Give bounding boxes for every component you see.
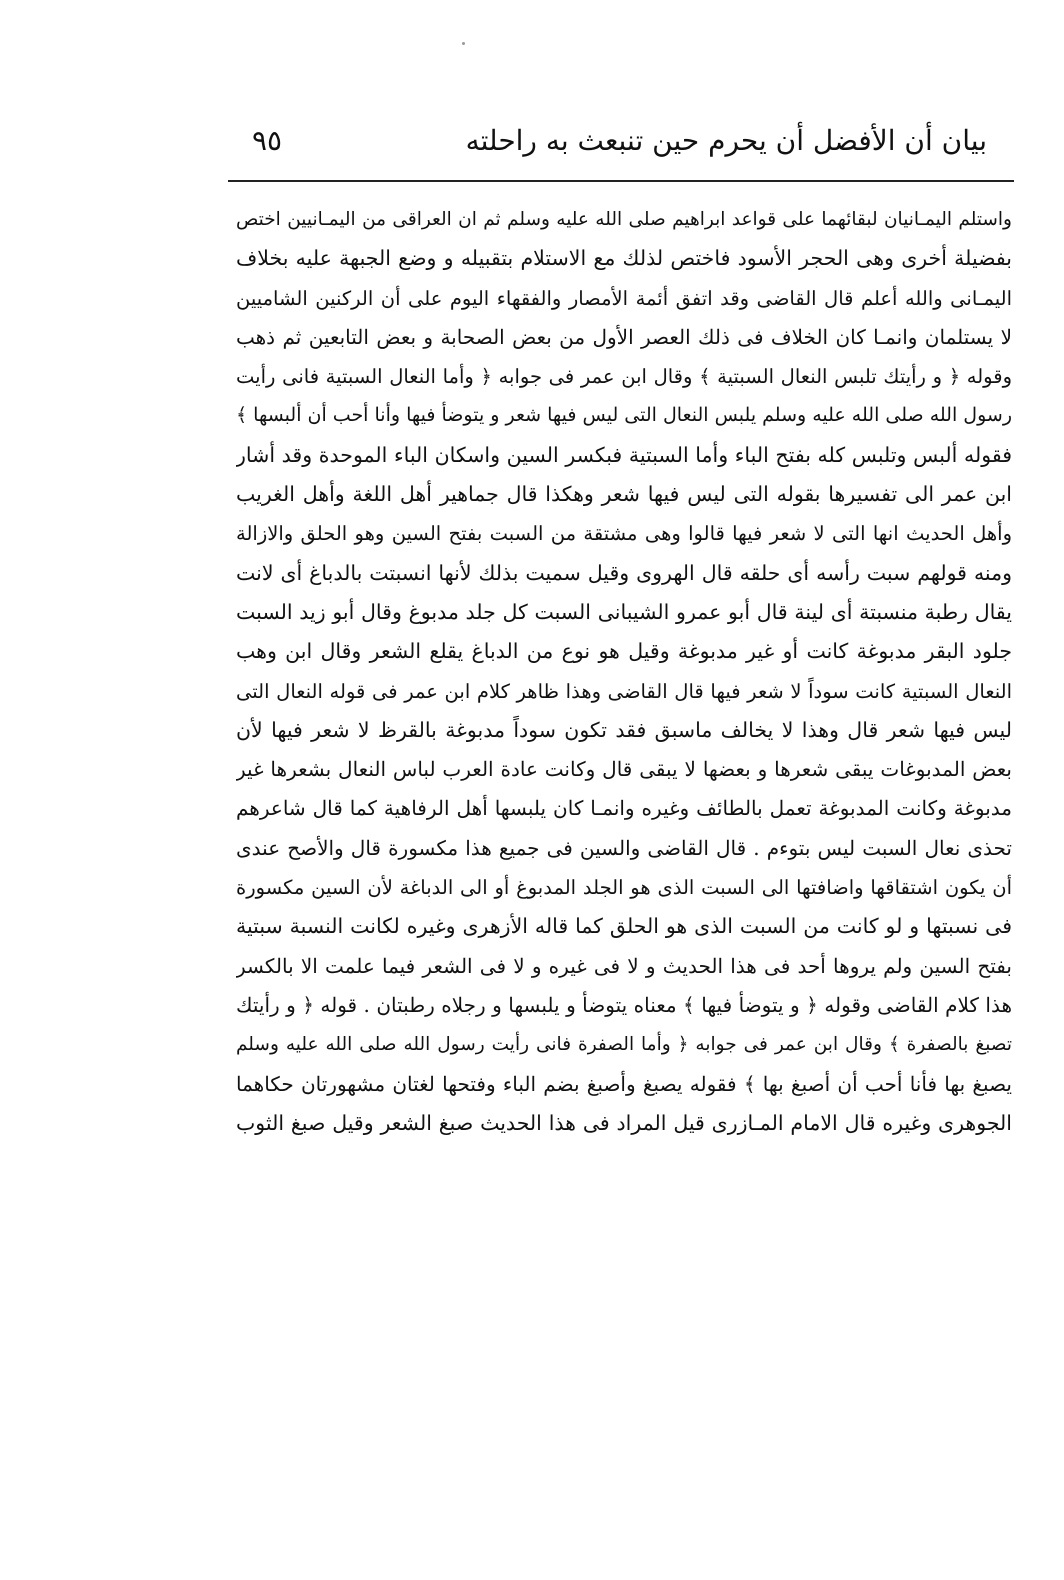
text-line: وأهل الحديث انها التى لا شعر فيها قالوا وهى مشتقة من السبت بفتح السين وهو الحلق والازالة — [236, 522, 1012, 546]
text-line: رسول الله صلى الله عليه وسلم يلبس النعال التى ليس فيها شعر و يتوضأ فيها وأنا أحب أن ألبسها ﴾ — [236, 404, 1012, 427]
text-line: واستلم اليمـانيان لبقائهما على قواعد ابراهيم صلى الله عليه وسلم ثم ان العراقى من اليمـانيين اختص — [236, 209, 1012, 230]
text-line: وقوله ﴿ و رأيتك تلبس النعال السبتية ﴾ وقال ابن عمر فى جوابه ﴿ وأما النعال السبتية فانى رأيت — [236, 365, 1012, 389]
page-number: ٩٥ — [252, 124, 283, 157]
scan-speck — [462, 42, 465, 45]
text-line: فى نسبتها و لو كانت من السبت الذى هو الحلق كما قاله الأزهرى وغيره لكانت النسبة سبتية — [236, 914, 1012, 939]
text-line: النعال السبتية كانت سوداً لا شعر فيها قال القاضى وهذا ظاهر كلام ابن عمر فى قوله النعال التى — [236, 679, 1012, 703]
text-line: فقوله ألبس وتلبس كله بفتح الباء وأما السبتية فبكسر السين واسكان الباء الموحدة وقد أشار — [236, 442, 1012, 467]
text-line: هذا كلام القاضى وقوله ﴿ و يتوضأ فيها ﴾ معناه يتوضأ و يلبسها و رجلاه رطبتان . قوله ﴿ و رأيتك — [236, 992, 1012, 1017]
body-text — [236, 200, 1012, 1143]
text-line: يصبغ بها فأنا أحب أن أصبغ بها ﴾ فقوله يصبغ وأصبغ بضم الباء وفتحها لغتان مشهورتان حكاهما — [236, 1071, 1012, 1096]
text-line: ليس فيها شعر قال وهذا لا يخالف ماسبق فقد تكون سوداً مدبوغة بالقرظ لا شعر فيها لأن — [236, 717, 1012, 742]
text-line: أن يكون اشتقاقها واضافتها الى السبت الذى هو الجلد المدبوغ أو الى الدباغة لأن السين مكسورة — [236, 876, 1012, 900]
text-line: مدبوغة وكانت المدبوغة تعمل بالطائف وغيره وانمـا كان يلبسها أهل الرفاهية كما قال شاعرهم — [236, 796, 1012, 821]
text-line: اليمـانى والله أعلم قال القاضى وقد اتفق أئمة الأمصار والفقهاء اليوم على أن الركنين الشاميين — [236, 286, 1012, 310]
running-title: بيان أن الأفضل أن يحرم حين تنبعث به راحلته — [465, 124, 987, 157]
page-header — [228, 118, 1013, 180]
text-line: يقال رطبة منسبتة أى لينة قال أبو عمرو الشيبانى السبت كل جلد مدبوغ وقال أبو زيد السبت — [236, 599, 1012, 624]
text-line: لا يستلمان وانمـا كان الخلاف فى ذلك العصر الأول من بعض الصحابة و بعض التابعين ثم ذهب — [236, 324, 1012, 349]
text-line: ابن عمر الى تفسيرها بقوله التى ليس فيها شعر وهكذا قال جماهير أهل اللغة وأهل الغريب — [236, 482, 1012, 507]
text-line: تصبغ بالصفرة ﴾ وقال ابن عمر فى جوابه ﴿ وأما الصفرة فانى رأيت رسول الله صلى الله عليه وسلم — [236, 1034, 1012, 1056]
text-line: جلود البقر مدبوغة كانت أو غير مدبوغة وقيل هو نوع من الدباغ يقلع الشعر وقال ابن وهب — [236, 639, 1012, 664]
text-line: بفتح السين ولم يروها أحد فى هذا الحديث و لا فى غيره و لا فى الشعر فيما علمت الا بالكسر — [236, 953, 1012, 978]
text-line: الجوهرى وغيره قال الامام المـازرى قيل المراد فى هذا الحديث صبغ الشعر وقيل صبغ الثوب — [236, 1110, 1012, 1135]
header-rule — [228, 180, 1014, 182]
text-line: بفضيلة أخرى وهى الحجر الأسود فاختص لذلك مع الاستلام بتقبيله و وضع الجبهة عليه بخلاف — [236, 246, 1012, 271]
text-line: تحذى نعال السبت ليس بتوءم . قال القاضى والسين فى جميع هذا مكسورة قال والأصح عندى — [236, 835, 1012, 860]
text-line: ومنه قولهم سبت رأسه أى حلقه قال الهروى وقيل سميت بذلك لأنها انسبتت بالدباغ أى لانت — [236, 560, 1012, 585]
text-line: بعض المدبوغات يبقى شعرها و بعضها لا يبقى قال وكانت عادة العرب لباس النعال بشعرها غير — [236, 757, 1012, 782]
